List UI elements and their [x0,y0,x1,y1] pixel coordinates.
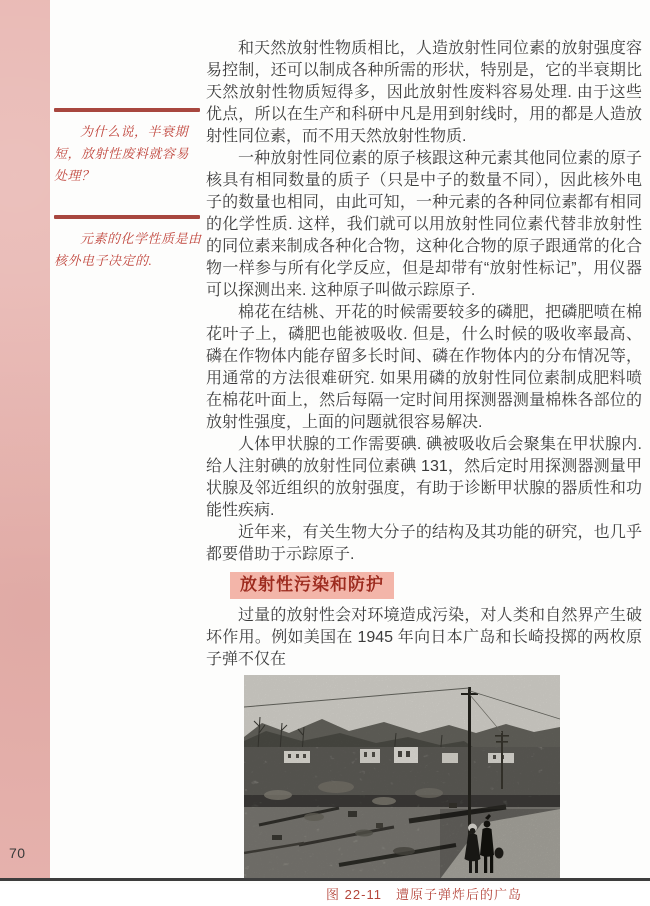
figure-caption: 图 22-11 遭原子弹炸后的广岛 [326,887,522,902]
page-edge-strip [0,0,50,878]
section-heading: 放射性污染和防护 [230,572,394,599]
margin-note-text: 元素的化学性质是由核外电子决定的. [54,231,202,268]
paragraph: 和天然放射性物质相比，人造放射性同位素的放射强度容易控制，还可以制成各种所需的形状，特别是，它的半衰期比天然放射性物质短得多，因此放射性废料容易处理. 由于这些优点，所以在生产和科研中凡是用到射线时，用的都是人造放射性同位素，而不用天然放射性物质. [206,40,642,145]
margin-note [54,108,202,187]
margin-note [54,215,202,272]
paragraph: 过量的放射性会对环境造成污染，对人类和自然界产生破坏作用。例如美国在 1945 年向日本广岛和长崎投掷的两枚原子弹不仅在 [206,607,642,668]
paragraph: 近年来，有关生物大分子的结构及其功能的研究，也几乎都要借助于示踪原子. [206,524,642,563]
paragraph: 人体甲状腺的工作需要碘. 碘被吸收后会聚集在甲状腺内. 给人注射碘的放射性同位素碘 131，然后定时用探测器测量甲状腺及邻近组织的放射强度，有助于诊断甲状腺的器质性和功能性疾病. [206,436,642,519]
bottom-rule [0,878,650,881]
page-number: 70 [9,845,26,861]
paragraph: 棉花在结桃、开花的时候需要较多的磷肥，把磷肥喷在棉花叶子上，磷肥也能被吸收. 但是，什么时候的吸收率最高、磷在作物体内能存留多长时间、磷在作物体内的分布情况等，用通常的方法很难研究. 如果用磷的放射性同位素制成肥料喷在棉花叶面上，然后每隔一定时间用探测器测量棉株各部位的放射性强度，上面的问题就很容易解决. [206,304,642,431]
margin-note-text: 为什么说，半衰期短，放射性废料就容易处理？ [54,124,190,183]
note-divider-bar [54,215,200,219]
photo-film-grain [244,675,560,879]
photo-hiroshima-ruins [244,675,560,879]
main-content [206,38,642,906]
paragraph: 一种放射性同位素的原子核跟这种元素其他同位素的原子核具有相同数量的质子（只是中子的数量不同），因此核外电子的数量也相同，由此可知，一种元素的各种同位素都有相同的化学性质. 这样，我们就可以用放射性同位素代替非放射性的同位素来制成各种化合物，这种化合物的原子跟通常的化合物一样参与所有化学反应，但是却带有“放射性标记”，用仪器可以探测出来. 这种原子叫做示踪原子. [206,150,642,299]
note-divider-bar [54,108,200,112]
figure [206,675,642,906]
